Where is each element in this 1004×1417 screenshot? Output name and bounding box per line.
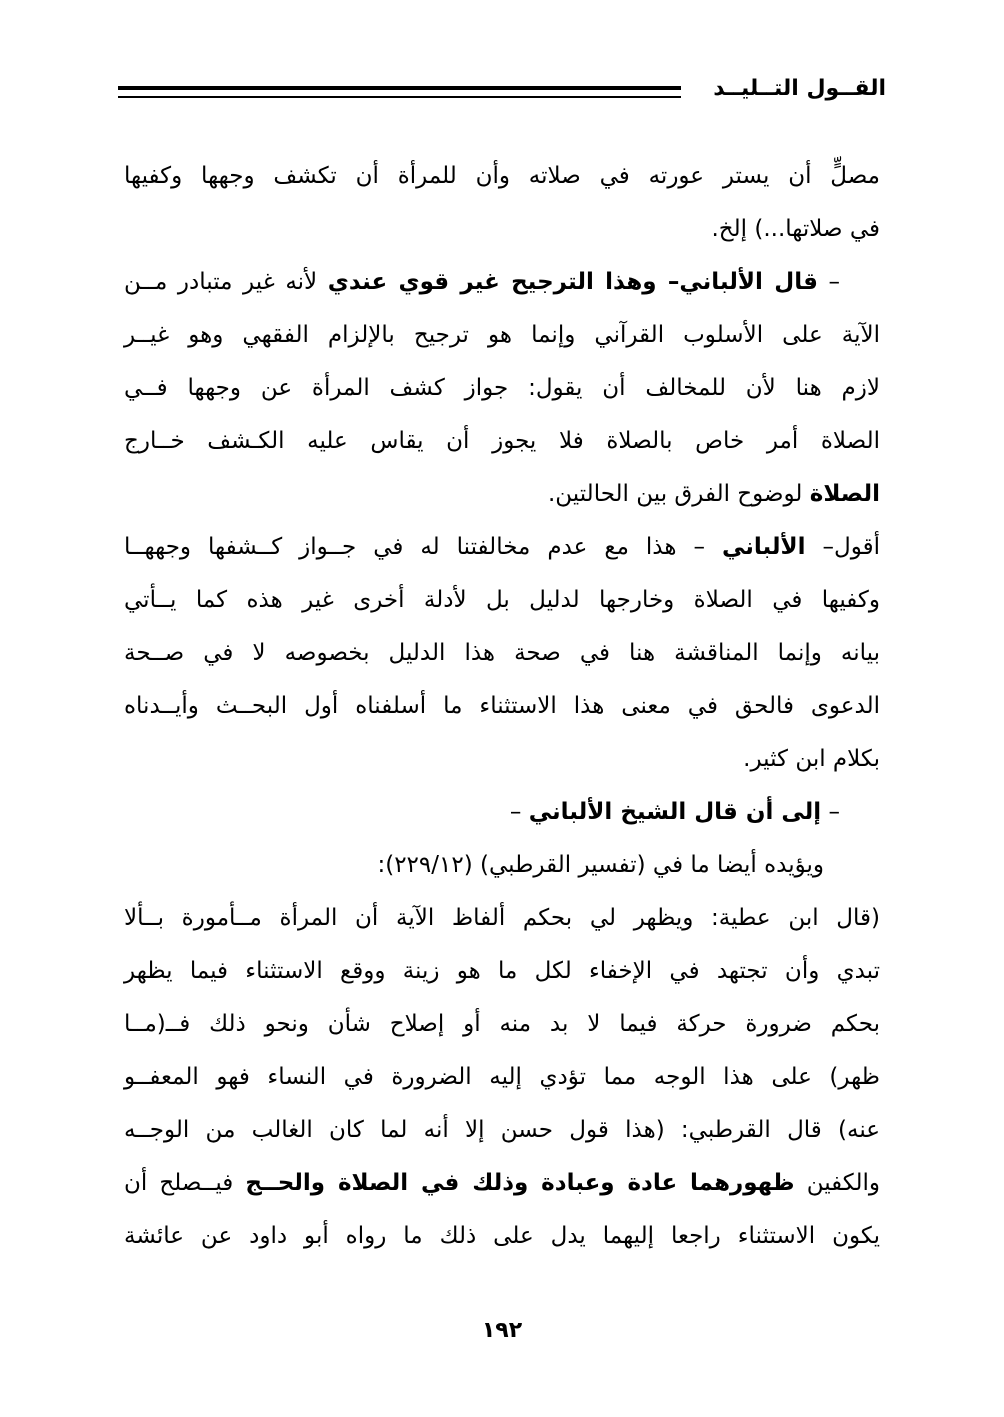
text-line: (قال ابن عطية: ويظهر لي بحكم ألفاظ الآية أن المرأة مــأمورة بــألا — [124, 905, 880, 931]
text-line: – قال الألباني– وهذا الترجيح غير قوي عندي لأنه غير متبادر مــن — [124, 269, 840, 295]
text-line: الصلاة لوضوح الفرق بين الحالتين. — [547, 481, 880, 507]
text-line: تبدي وأن تجتهد في الإخفاء لكل ما هو زينة ووقع الاستثناء فيما يظهر — [124, 958, 880, 984]
bold-phrase: الألباني — [721, 534, 806, 560]
text-line: – إلى أن قال الشيخ الألباني – — [509, 799, 840, 825]
text-line: بحكم ضرورة حركة فيما لا بد منه أو إصلاح شأن ونحو ذلك فــ(مــا — [124, 1011, 880, 1037]
bold-phrase: ظهورهما عادة وعبادة وذلك في الصلاة والحــج — [245, 1170, 795, 1196]
text-line: مصلٍّ أن يستر عورته في صلاته وأن للمرأة أن تكشف وجهها وكفيها — [124, 163, 880, 189]
text-line: عنه) قال القرطبي: (هذا قول حسن إلا أنه لما كان الغالب من الوجــه — [124, 1117, 880, 1143]
text-line: يكون الاستثناء راجعا إليهما يدل على ذلك ما رواه أبو داود عن عائشة — [124, 1223, 880, 1249]
text-line: الصلاة أمر خاص بالصلاة فلا يجوز أن يقاس عليه الكـشف خــارج — [124, 428, 880, 454]
book-title: القــول التــليــد — [713, 76, 886, 101]
text-line: الدعوى فالحق في معنى هذا الاستثناء ما أسلفناه أول البحــث وأيــدناه — [124, 693, 880, 719]
header-rule — [118, 86, 681, 98]
text-line: الآية على الأسلوب القرآني وإنما هو ترجيح بالإلزام الفقهي وهو غيــر — [124, 322, 880, 348]
body-text — [124, 150, 880, 1263]
running-header — [118, 72, 886, 112]
text-line: بكلام ابن كثير. — [743, 746, 880, 772]
text-line: وكفيها في الصلاة وخارجها لدليل بل لأدلة أخرى غير هذه كما يــأتي — [124, 587, 880, 613]
bold-phrase: إلى أن قال الشيخ الألباني — [528, 799, 822, 825]
text-line: ويؤيده أيضا ما في (تفسير القرطبي) (٢٢٩/١٢): — [377, 852, 824, 878]
bold-phrase: قال الألباني– وهذا الترجيح غير قوي عندي — [327, 269, 818, 295]
text-line: في صلاتها...) إلخ. — [711, 216, 880, 242]
text-line: لازم هنا لأن للمخالف أن يقول: جواز كشف المرأة عن وجهها فــي — [124, 375, 880, 401]
bold-phrase: الصلاة — [809, 481, 880, 507]
text-line: والكفين ظهورهما عادة وعبادة وذلك في الصلاة والحــج فيــصلح أن — [124, 1170, 880, 1196]
text-line: ظهر) على هذا الوجه مما تؤدي إليه الضرورة في النساء فهو المعفــو — [124, 1064, 880, 1090]
page-number: ١٩٢ — [481, 1318, 523, 1343]
text-line: بيانه وإنما المناقشة هنا في صحة هذا الدليل بخصوصه لا في صــحة — [124, 640, 880, 666]
text-line: أقول– الألباني – هذا مع عدم مخالفتنا له في جــواز كــشفها وجههــا — [124, 534, 880, 560]
